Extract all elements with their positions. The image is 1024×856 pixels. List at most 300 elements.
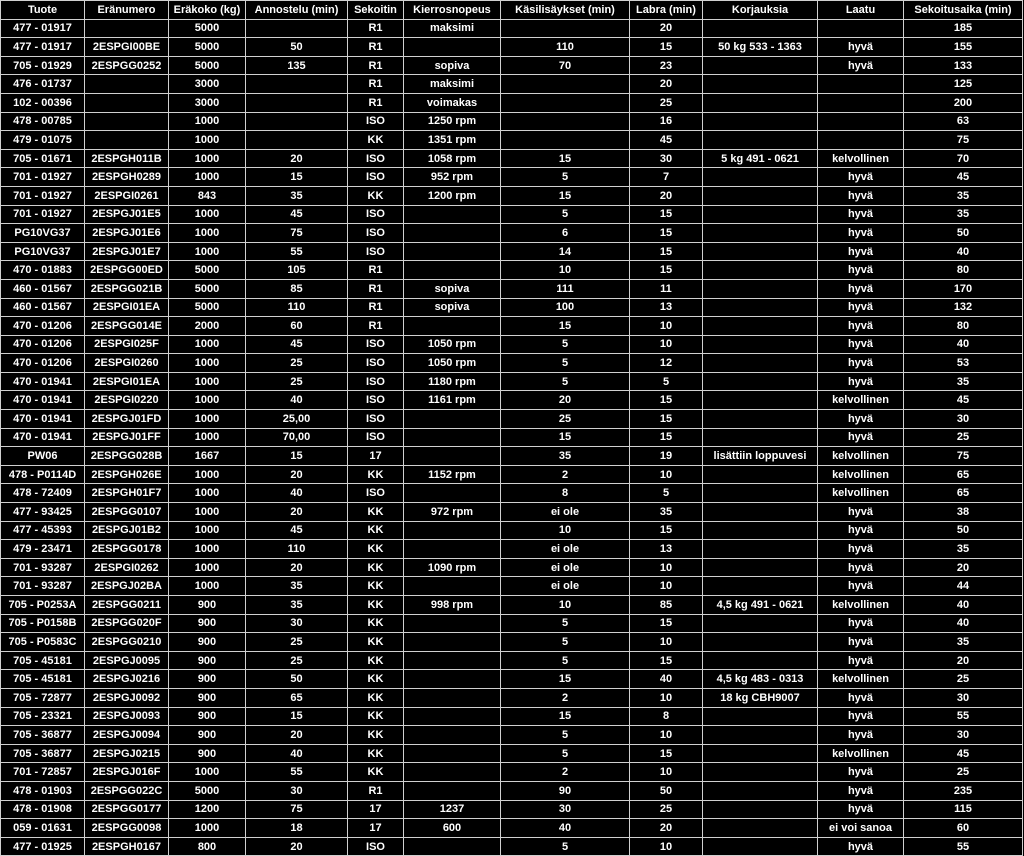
- cell-labra: 15: [630, 224, 703, 243]
- cell-kierrosnopeus: voimakas: [404, 93, 501, 112]
- header-row: [1, 1, 1023, 20]
- cell-sekoitusaika: 80: [904, 261, 1023, 280]
- cell-erakoko: 5000: [169, 38, 246, 57]
- cell-labra: 10: [630, 763, 703, 782]
- table-row: [1, 279, 1023, 298]
- cell-tuote: 478 - 01908: [1, 800, 85, 819]
- cell-korjauksia: [703, 800, 818, 819]
- cell-sekoitin: ISO: [348, 484, 404, 503]
- cell-tuote: 477 - 01925: [1, 837, 85, 856]
- cell-tuote: 470 - 01941: [1, 391, 85, 410]
- cell-kasilisaykset: 15: [501, 186, 630, 205]
- cell-annostelu: 135: [246, 56, 348, 75]
- cell-eranumero: 2ESPGJ01FF: [85, 428, 169, 447]
- cell-erakoko: 1000: [169, 503, 246, 522]
- cell-tuote: 470 - 01883: [1, 261, 85, 280]
- cell-eranumero: 2ESPGJ01B2: [85, 521, 169, 540]
- cell-labra: 40: [630, 670, 703, 689]
- cell-kasilisaykset: 5: [501, 726, 630, 745]
- cell-sekoitusaika: 60: [904, 819, 1023, 838]
- cell-kasilisaykset: 100: [501, 298, 630, 317]
- cell-eranumero: [85, 75, 169, 94]
- cell-kierrosnopeus: 1237: [404, 800, 501, 819]
- cell-tuote: 470 - 01206: [1, 335, 85, 354]
- cell-sekoitusaika: 25: [904, 670, 1023, 689]
- cell-kasilisaykset: [501, 93, 630, 112]
- cell-sekoitin: KK: [348, 688, 404, 707]
- cell-korjauksia: [703, 633, 818, 652]
- cell-sekoitusaika: 235: [904, 781, 1023, 800]
- table-row: [1, 651, 1023, 670]
- table-row: [1, 503, 1023, 522]
- cell-eranumero: 2ESPGG028B: [85, 447, 169, 466]
- cell-sekoitusaika: 55: [904, 707, 1023, 726]
- cell-erakoko: 5000: [169, 781, 246, 800]
- cell-korjauksia: [703, 261, 818, 280]
- cell-kierrosnopeus: [404, 763, 501, 782]
- cell-tuote: 470 - 01941: [1, 428, 85, 447]
- cell-annostelu: 40: [246, 744, 348, 763]
- cell-korjauksia: [703, 465, 818, 484]
- cell-sekoitin: ISO: [348, 354, 404, 373]
- cell-tuote: 102 - 00396: [1, 93, 85, 112]
- cell-tuote: 705 - P0253A: [1, 596, 85, 615]
- cell-erakoko: 1000: [169, 205, 246, 224]
- table-row: [1, 744, 1023, 763]
- cell-erakoko: 900: [169, 614, 246, 633]
- cell-korjauksia: [703, 186, 818, 205]
- cell-laatu: hyvä: [818, 651, 904, 670]
- cell-sekoitin: ISO: [348, 410, 404, 429]
- cell-laatu: hyvä: [818, 186, 904, 205]
- cell-sekoitusaika: 45: [904, 391, 1023, 410]
- cell-eranumero: 2ESPGG022C: [85, 781, 169, 800]
- cell-eranumero: 2ESPGH011B: [85, 149, 169, 168]
- cell-laatu: hyvä: [818, 56, 904, 75]
- cell-laatu: hyvä: [818, 763, 904, 782]
- cell-sekoitusaika: 35: [904, 205, 1023, 224]
- cell-eranumero: 2ESPGJ01E5: [85, 205, 169, 224]
- cell-erakoko: 5000: [169, 19, 246, 38]
- cell-sekoitusaika: 75: [904, 447, 1023, 466]
- cell-sekoitusaika: 50: [904, 521, 1023, 540]
- cell-tuote: 477 - 45393: [1, 521, 85, 540]
- cell-laatu: kelvollinen: [818, 465, 904, 484]
- cell-kierrosnopeus: 1161 rpm: [404, 391, 501, 410]
- cell-korjauksia: [703, 93, 818, 112]
- cell-kasilisaykset: 5: [501, 633, 630, 652]
- cell-sekoitin: ISO: [348, 112, 404, 131]
- cell-eranumero: 2ESPGI0261: [85, 186, 169, 205]
- cell-erakoko: 2000: [169, 317, 246, 336]
- cell-korjauksia: [703, 317, 818, 336]
- cell-kasilisaykset: 2: [501, 688, 630, 707]
- cell-sekoitusaika: 50: [904, 224, 1023, 243]
- table-row: [1, 763, 1023, 782]
- cell-eranumero: 2ESPGG021B: [85, 279, 169, 298]
- cell-labra: 16: [630, 112, 703, 131]
- cell-sekoitusaika: 44: [904, 577, 1023, 596]
- cell-sekoitin: KK: [348, 651, 404, 670]
- cell-kierrosnopeus: [404, 688, 501, 707]
- cell-labra: 15: [630, 391, 703, 410]
- cell-annostelu: 50: [246, 670, 348, 689]
- cell-korjauksia: [703, 614, 818, 633]
- cell-annostelu: 20: [246, 465, 348, 484]
- cell-kierrosnopeus: [404, 744, 501, 763]
- table-row: [1, 168, 1023, 187]
- table-row: [1, 56, 1023, 75]
- cell-tuote: 477 - 01917: [1, 19, 85, 38]
- table-row: [1, 224, 1023, 243]
- cell-laatu: hyvä: [818, 521, 904, 540]
- cell-erakoko: 1000: [169, 410, 246, 429]
- cell-laatu: [818, 112, 904, 131]
- cell-eranumero: 2ESPGG0178: [85, 540, 169, 559]
- cell-sekoitin: 17: [348, 800, 404, 819]
- cell-eranumero: 2ESPGJ0216: [85, 670, 169, 689]
- table-row: [1, 688, 1023, 707]
- cell-korjauksia: [703, 521, 818, 540]
- cell-eranumero: 2ESPGG0252: [85, 56, 169, 75]
- cell-sekoitusaika: 40: [904, 614, 1023, 633]
- table-row: [1, 484, 1023, 503]
- cell-erakoko: 1000: [169, 484, 246, 503]
- cell-tuote: 479 - 23471: [1, 540, 85, 559]
- cell-laatu: hyvä: [818, 577, 904, 596]
- cell-tuote: 479 - 01075: [1, 131, 85, 150]
- cell-korjauksia: [703, 75, 818, 94]
- cell-labra: 45: [630, 131, 703, 150]
- cell-tuote: 705 - 36877: [1, 744, 85, 763]
- cell-tuote: 705 - 45181: [1, 651, 85, 670]
- table-row: [1, 131, 1023, 150]
- cell-korjauksia: [703, 112, 818, 131]
- cell-erakoko: 1000: [169, 540, 246, 559]
- cell-sekoitin: ISO: [348, 205, 404, 224]
- table-row: [1, 391, 1023, 410]
- cell-kierrosnopeus: sopiva: [404, 298, 501, 317]
- cell-sekoitusaika: 35: [904, 186, 1023, 205]
- table-row: [1, 577, 1023, 596]
- cell-erakoko: 1000: [169, 558, 246, 577]
- table-row: [1, 707, 1023, 726]
- cell-korjauksia: [703, 744, 818, 763]
- cell-laatu: hyvä: [818, 633, 904, 652]
- table-row: [1, 800, 1023, 819]
- cell-sekoitusaika: 200: [904, 93, 1023, 112]
- cell-sekoitin: R1: [348, 75, 404, 94]
- cell-kasilisaykset: 70: [501, 56, 630, 75]
- table-row: [1, 410, 1023, 429]
- cell-annostelu: 45: [246, 335, 348, 354]
- cell-eranumero: 2ESPGH0167: [85, 837, 169, 856]
- cell-labra: 20: [630, 75, 703, 94]
- table-row: [1, 837, 1023, 856]
- cell-labra: 25: [630, 93, 703, 112]
- cell-erakoko: 1000: [169, 372, 246, 391]
- cell-kasilisaykset: 5: [501, 837, 630, 856]
- cell-kasilisaykset: 10: [501, 596, 630, 615]
- cell-eranumero: 2ESPGI01EA: [85, 372, 169, 391]
- cell-sekoitin: KK: [348, 744, 404, 763]
- table-row: [1, 726, 1023, 745]
- cell-labra: 13: [630, 540, 703, 559]
- cell-annostelu: [246, 93, 348, 112]
- cell-sekoitin: ISO: [348, 428, 404, 447]
- cell-sekoitin: KK: [348, 186, 404, 205]
- cell-korjauksia: [703, 354, 818, 373]
- cell-laatu: hyvä: [818, 242, 904, 261]
- cell-sekoitusaika: 20: [904, 558, 1023, 577]
- cell-kierrosnopeus: [404, 707, 501, 726]
- cell-kasilisaykset: 40: [501, 819, 630, 838]
- cell-labra: 20: [630, 819, 703, 838]
- cell-sekoitusaika: 30: [904, 410, 1023, 429]
- cell-kasilisaykset: 5: [501, 205, 630, 224]
- cell-eranumero: [85, 93, 169, 112]
- cell-labra: 12: [630, 354, 703, 373]
- cell-annostelu: 65: [246, 688, 348, 707]
- table-row: [1, 558, 1023, 577]
- cell-kasilisaykset: [501, 112, 630, 131]
- cell-korjauksia: [703, 372, 818, 391]
- cell-laatu: kelvollinen: [818, 596, 904, 615]
- cell-annostelu: 25: [246, 372, 348, 391]
- cell-annostelu: 15: [246, 447, 348, 466]
- cell-korjauksia: [703, 410, 818, 429]
- cell-korjauksia: 18 kg CBH9007: [703, 688, 818, 707]
- cell-labra: 10: [630, 558, 703, 577]
- col-header-erakoko: Eräkoko (kg): [169, 1, 246, 20]
- cell-annostelu: 60: [246, 317, 348, 336]
- cell-annostelu: 35: [246, 596, 348, 615]
- cell-tuote: 478 - 01903: [1, 781, 85, 800]
- cell-sekoitin: 17: [348, 819, 404, 838]
- cell-annostelu: 20: [246, 837, 348, 856]
- cell-korjauksia: [703, 819, 818, 838]
- cell-erakoko: 5000: [169, 56, 246, 75]
- cell-annostelu: 20: [246, 149, 348, 168]
- cell-kasilisaykset: ei ole: [501, 540, 630, 559]
- cell-erakoko: 1000: [169, 335, 246, 354]
- cell-erakoko: 1000: [169, 131, 246, 150]
- cell-sekoitin: ISO: [348, 149, 404, 168]
- cell-laatu: hyvä: [818, 540, 904, 559]
- cell-eranumero: 2ESPGJ0095: [85, 651, 169, 670]
- cell-erakoko: 900: [169, 596, 246, 615]
- table-row: [1, 819, 1023, 838]
- cell-korjauksia: [703, 168, 818, 187]
- cell-sekoitin: ISO: [348, 391, 404, 410]
- cell-annostelu: 25: [246, 651, 348, 670]
- cell-tuote: 705 - 23321: [1, 707, 85, 726]
- cell-eranumero: 2ESPGJ0215: [85, 744, 169, 763]
- col-header-korjauksia: Korjauksia: [703, 1, 818, 20]
- cell-sekoitin: KK: [348, 670, 404, 689]
- cell-korjauksia: lisättiin loppuvesi: [703, 447, 818, 466]
- cell-kierrosnopeus: 1090 rpm: [404, 558, 501, 577]
- cell-kierrosnopeus: [404, 224, 501, 243]
- cell-kierrosnopeus: 998 rpm: [404, 596, 501, 615]
- cell-sekoitin: KK: [348, 521, 404, 540]
- cell-eranumero: 2ESPGI025F: [85, 335, 169, 354]
- cell-annostelu: 110: [246, 540, 348, 559]
- cell-kasilisaykset: 5: [501, 614, 630, 633]
- cell-eranumero: 2ESPGG0211: [85, 596, 169, 615]
- cell-laatu: [818, 131, 904, 150]
- cell-kasilisaykset: 10: [501, 521, 630, 540]
- cell-tuote: 470 - 01206: [1, 354, 85, 373]
- cell-kasilisaykset: 5: [501, 335, 630, 354]
- cell-laatu: kelvollinen: [818, 670, 904, 689]
- cell-kierrosnopeus: [404, 261, 501, 280]
- cell-laatu: [818, 75, 904, 94]
- cell-erakoko: 1667: [169, 447, 246, 466]
- cell-sekoitin: KK: [348, 614, 404, 633]
- cell-erakoko: 3000: [169, 93, 246, 112]
- cell-sekoitusaika: 40: [904, 596, 1023, 615]
- table-row: [1, 261, 1023, 280]
- cell-korjauksia: 50 kg 533 - 1363: [703, 38, 818, 57]
- cell-erakoko: 900: [169, 688, 246, 707]
- cell-erakoko: 1000: [169, 763, 246, 782]
- cell-labra: 10: [630, 726, 703, 745]
- cell-erakoko: 900: [169, 726, 246, 745]
- cell-tuote: PG10VG37: [1, 224, 85, 243]
- cell-laatu: kelvollinen: [818, 149, 904, 168]
- cell-sekoitusaika: 55: [904, 837, 1023, 856]
- cell-tuote: 705 - 36877: [1, 726, 85, 745]
- table-row: [1, 428, 1023, 447]
- cell-korjauksia: [703, 205, 818, 224]
- cell-sekoitin: KK: [348, 596, 404, 615]
- cell-annostelu: 30: [246, 781, 348, 800]
- cell-laatu: kelvollinen: [818, 447, 904, 466]
- cell-eranumero: 2ESPGG020F: [85, 614, 169, 633]
- cell-kasilisaykset: 8: [501, 484, 630, 503]
- table-row: [1, 317, 1023, 336]
- cell-annostelu: 110: [246, 298, 348, 317]
- cell-labra: 15: [630, 242, 703, 261]
- table-row: [1, 186, 1023, 205]
- cell-kierrosnopeus: [404, 633, 501, 652]
- cell-laatu: hyvä: [818, 354, 904, 373]
- table-row: [1, 447, 1023, 466]
- cell-erakoko: 1000: [169, 391, 246, 410]
- cell-kasilisaykset: 90: [501, 781, 630, 800]
- cell-sekoitusaika: 40: [904, 335, 1023, 354]
- cell-sekoitusaika: 30: [904, 726, 1023, 745]
- cell-sekoitusaika: 80: [904, 317, 1023, 336]
- cell-labra: 35: [630, 503, 703, 522]
- cell-laatu: hyvä: [818, 688, 904, 707]
- cell-laatu: hyvä: [818, 372, 904, 391]
- cell-labra: 15: [630, 614, 703, 633]
- cell-korjauksia: [703, 558, 818, 577]
- cell-tuote: 701 - 01927: [1, 186, 85, 205]
- cell-tuote: 470 - 01206: [1, 317, 85, 336]
- cell-kierrosnopeus: maksimi: [404, 19, 501, 38]
- cell-tuote: 705 - P0583C: [1, 633, 85, 652]
- cell-erakoko: 1000: [169, 149, 246, 168]
- cell-labra: 15: [630, 521, 703, 540]
- cell-sekoitusaika: 20: [904, 651, 1023, 670]
- cell-annostelu: 55: [246, 763, 348, 782]
- cell-labra: 5: [630, 484, 703, 503]
- table-row: [1, 372, 1023, 391]
- cell-erakoko: 1200: [169, 800, 246, 819]
- table-row: [1, 205, 1023, 224]
- cell-sekoitin: KK: [348, 633, 404, 652]
- cell-tuote: 701 - 93287: [1, 558, 85, 577]
- cell-erakoko: 1000: [169, 168, 246, 187]
- cell-sekoitin: R1: [348, 298, 404, 317]
- cell-kierrosnopeus: 972 rpm: [404, 503, 501, 522]
- cell-kasilisaykset: 111: [501, 279, 630, 298]
- cell-annostelu: 55: [246, 242, 348, 261]
- cell-kierrosnopeus: 1200 rpm: [404, 186, 501, 205]
- cell-annostelu: 45: [246, 205, 348, 224]
- cell-korjauksia: 5 kg 491 - 0621: [703, 149, 818, 168]
- cell-annostelu: 25: [246, 633, 348, 652]
- cell-korjauksia: [703, 781, 818, 800]
- cell-annostelu: 25: [246, 354, 348, 373]
- cell-labra: 23: [630, 56, 703, 75]
- cell-laatu: hyvä: [818, 614, 904, 633]
- cell-tuote: PG10VG37: [1, 242, 85, 261]
- cell-sekoitusaika: 170: [904, 279, 1023, 298]
- cell-kasilisaykset: 15: [501, 428, 630, 447]
- cell-laatu: hyvä: [818, 205, 904, 224]
- col-header-sekoitusaika: Sekoitusaika (min): [904, 1, 1023, 20]
- cell-erakoko: 900: [169, 744, 246, 763]
- cell-tuote: 478 - P0114D: [1, 465, 85, 484]
- cell-labra: 15: [630, 261, 703, 280]
- cell-laatu: ei voi sanoa: [818, 819, 904, 838]
- cell-kierrosnopeus: 600: [404, 819, 501, 838]
- cell-eranumero: 2ESPGG0210: [85, 633, 169, 652]
- cell-korjauksia: [703, 726, 818, 745]
- cell-korjauksia: [703, 279, 818, 298]
- cell-laatu: kelvollinen: [818, 484, 904, 503]
- cell-laatu: hyvä: [818, 707, 904, 726]
- cell-korjauksia: [703, 540, 818, 559]
- table-row: [1, 596, 1023, 615]
- cell-sekoitusaika: 133: [904, 56, 1023, 75]
- cell-sekoitusaika: 125: [904, 75, 1023, 94]
- cell-sekoitusaika: 70: [904, 149, 1023, 168]
- cell-labra: 10: [630, 335, 703, 354]
- cell-eranumero: 2ESPGJ01E7: [85, 242, 169, 261]
- cell-labra: 10: [630, 633, 703, 652]
- cell-sekoitin: KK: [348, 763, 404, 782]
- cell-annostelu: [246, 75, 348, 94]
- cell-laatu: hyvä: [818, 38, 904, 57]
- table-row: [1, 149, 1023, 168]
- cell-erakoko: 5000: [169, 298, 246, 317]
- cell-labra: 15: [630, 38, 703, 57]
- cell-erakoko: 900: [169, 633, 246, 652]
- cell-eranumero: 2ESPGG0107: [85, 503, 169, 522]
- cell-kasilisaykset: [501, 131, 630, 150]
- cell-kasilisaykset: 5: [501, 168, 630, 187]
- cell-korjauksia: [703, 837, 818, 856]
- cell-korjauksia: [703, 242, 818, 261]
- cell-kasilisaykset: 35: [501, 447, 630, 466]
- cell-sekoitusaika: 38: [904, 503, 1023, 522]
- cell-erakoko: 900: [169, 670, 246, 689]
